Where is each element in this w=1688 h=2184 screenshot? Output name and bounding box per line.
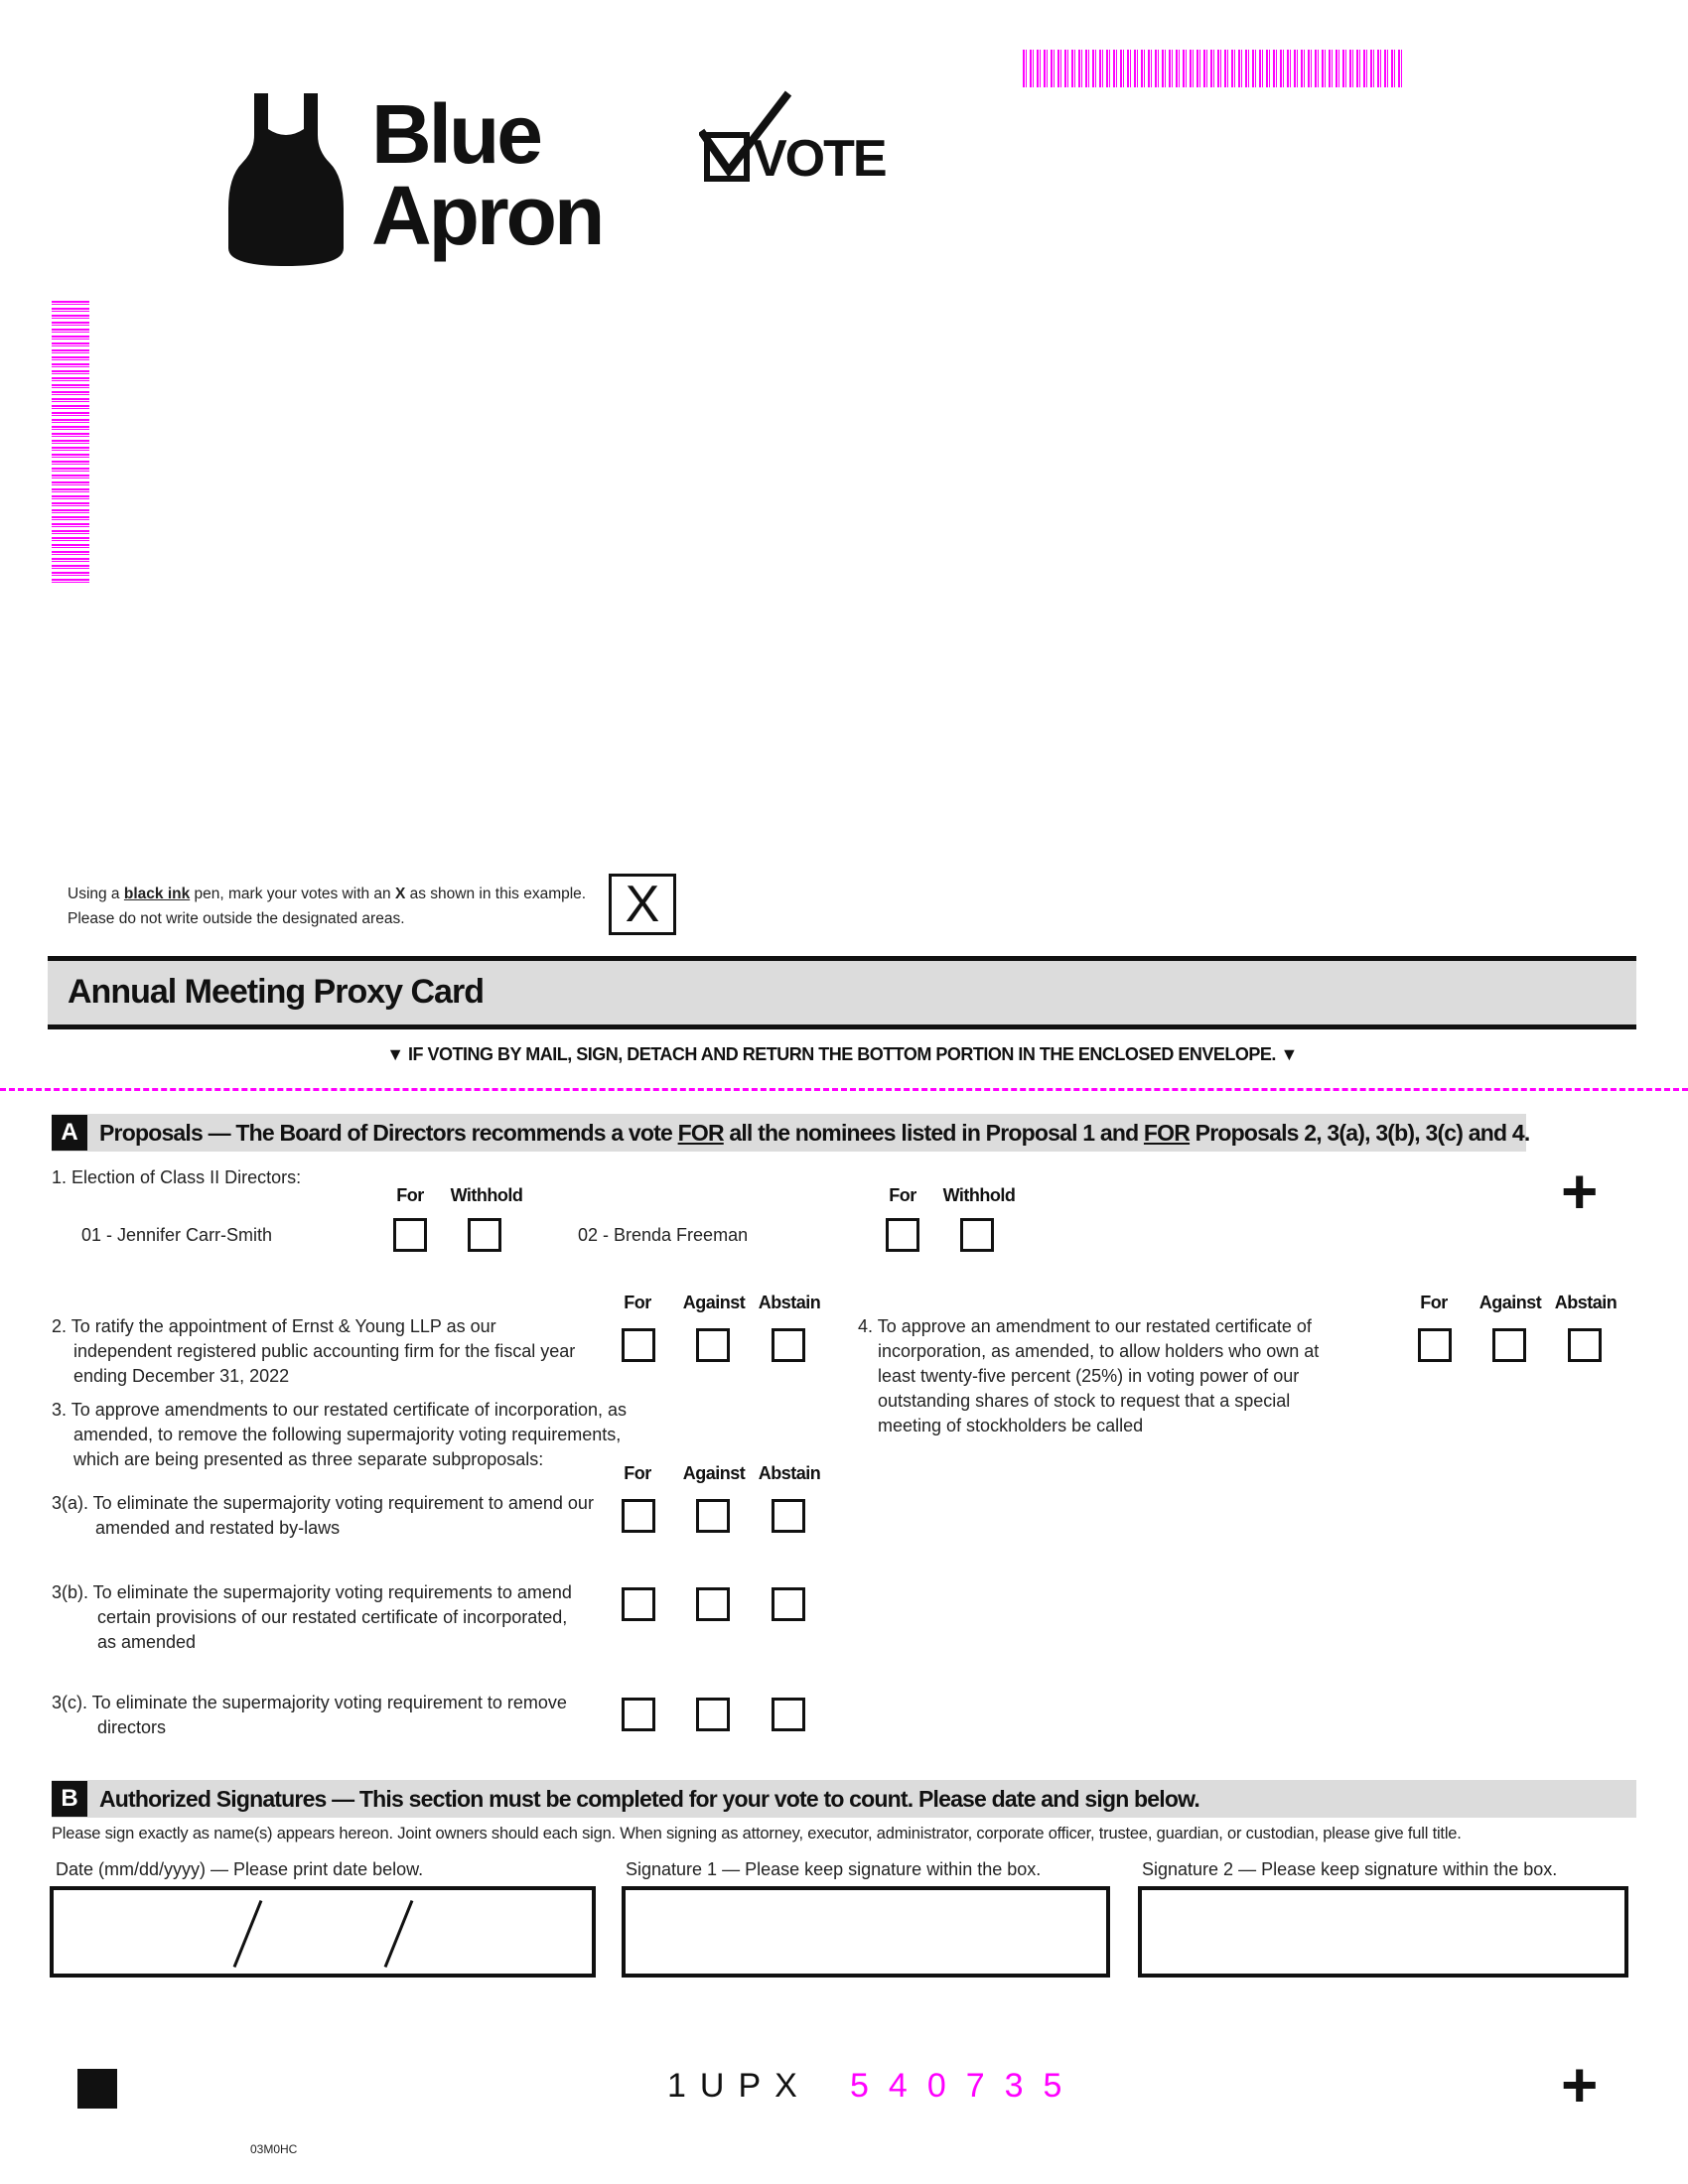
p2-header-for: For xyxy=(624,1293,651,1312)
proposal-3b-text: 3(b). To eliminate the supermajority voting requirements to amend certain provisions of our restated certificate of incorporated, as amended xyxy=(52,1582,572,1652)
footer-number: 540735 xyxy=(850,2067,1082,2105)
proposal-3b-against-checkbox[interactable] xyxy=(696,1587,730,1621)
proposal-3c-text: 3(c). To eliminate the supermajority voting requirement to remove directors xyxy=(52,1693,567,1737)
apron-icon xyxy=(226,89,346,268)
date-separator-1 xyxy=(233,1900,263,1968)
p4-header-abstain: Abstain xyxy=(1554,1293,1618,1312)
card-title: Annual Meeting Proxy Card xyxy=(68,973,484,1011)
plus-mark-bottom: + xyxy=(1561,2049,1599,2120)
marking-instructions: Using a black ink pen, mark your votes with an X as shown in this example. Please do not write outside the designated areas. xyxy=(68,886,587,927)
p1-header-for-2: For xyxy=(889,1185,916,1205)
proposal-3c-abstain-checkbox[interactable] xyxy=(772,1698,805,1731)
form-code: 03M0HC xyxy=(250,2142,298,2156)
p3-header-against: Against xyxy=(682,1463,746,1483)
date-input-box[interactable] xyxy=(50,1886,596,1978)
proposal-4-against-checkbox[interactable] xyxy=(1492,1328,1526,1362)
detach-line xyxy=(0,1088,1688,1091)
nominee-02-for-checkbox[interactable] xyxy=(886,1218,919,1252)
section-b-heading: Authorized Signatures — This section must be completed for your vote to count. Please date and sign below. xyxy=(99,1786,1199,1812)
side-barcode xyxy=(52,301,89,585)
date-label: Date (mm/dd/yyyy) — Please print date below. xyxy=(56,1859,424,1879)
down-triangle-icon: ▼ xyxy=(386,1044,409,1064)
p4-header-against: Against xyxy=(1478,1293,1542,1312)
proposal-3b-for-checkbox[interactable] xyxy=(622,1587,655,1621)
example-mark-box: X xyxy=(609,874,676,935)
nominee-01-withhold-checkbox[interactable] xyxy=(468,1218,501,1252)
proposal-4-for-checkbox[interactable] xyxy=(1418,1328,1452,1362)
proposal-3a-against-checkbox[interactable] xyxy=(696,1499,730,1533)
p2-header-against: Against xyxy=(682,1293,746,1312)
p2-header-abstain: Abstain xyxy=(758,1293,821,1312)
down-triangle-icon: ▼ xyxy=(1275,1044,1298,1064)
section-b-letter: B xyxy=(52,1781,87,1817)
signature-2-label: Signature 2 — Please keep signature within the box. xyxy=(1142,1859,1558,1879)
proposal-3-text: 3. To approve amendments to our restated certificate of incorporation, as amended, to remove the following supermajority voting requirements, which are being presented as three separate subproposals: xyxy=(52,1400,627,1469)
proposal-2-text: 2. To ratify the appointment of Ernst & Young LLP as our independent registered public accounting firm for the fiscal year ending December 31, 2022 xyxy=(52,1316,576,1386)
title-band xyxy=(48,961,1636,1024)
top-barcode xyxy=(1023,50,1402,87)
section-b-band xyxy=(52,1780,1636,1818)
registration-square xyxy=(77,2069,117,2109)
section-a-band xyxy=(52,1114,1530,1152)
signature-note: Please sign exactly as name(s) appears hereon. Joint owners should each sign. When signing as attorney, executor, administrator, corporate officer, trustee, guardian, or custodian, please give full title. xyxy=(52,1825,1462,1843)
proposal-1-title: 1. Election of Class II Directors: xyxy=(52,1167,302,1187)
footer-code: 1UPX xyxy=(667,2067,811,2105)
nominee-01: 01 - Jennifer Carr-Smith xyxy=(81,1225,273,1245)
p4-header-for: For xyxy=(1420,1293,1448,1312)
signature-1-label: Signature 1 — Please keep signature within the box. xyxy=(626,1859,1042,1879)
nominee-02: 02 - Brenda Freeman xyxy=(578,1225,749,1245)
signature-2-box[interactable] xyxy=(1138,1886,1628,1978)
logo-line-1: Blue xyxy=(371,87,541,181)
p1-header-withhold-2: Withhold xyxy=(942,1185,1016,1205)
mail-instruction: ▼ IF VOTING BY MAIL, SIGN, DETACH AND RETURN THE BOTTOM PORTION IN THE ENCLOSED ENVELOPE. ▼ xyxy=(386,1044,1298,1064)
vote-logo xyxy=(699,89,886,189)
p1-header-for: For xyxy=(396,1185,424,1205)
vote-text: VOTE xyxy=(753,130,886,188)
proposal-4-abstain-checkbox[interactable] xyxy=(1568,1328,1602,1362)
nominee-02-withhold-checkbox[interactable] xyxy=(960,1218,994,1252)
proposal-2-for-checkbox[interactable] xyxy=(622,1328,655,1362)
proposal-3a-text: 3(a). To eliminate the supermajority voting requirement to amend our amended and restated by-laws xyxy=(52,1493,594,1538)
p3-header-for: For xyxy=(624,1463,651,1483)
plus-mark: + xyxy=(1561,1156,1599,1227)
proposal-2-against-checkbox[interactable] xyxy=(696,1328,730,1362)
p1-header-withhold: Withhold xyxy=(450,1185,523,1205)
proposal-3c-for-checkbox[interactable] xyxy=(622,1698,655,1731)
blue-apron-logo xyxy=(226,89,624,278)
proposal-3b-abstain-checkbox[interactable] xyxy=(772,1587,805,1621)
nominee-01-for-checkbox[interactable] xyxy=(393,1218,427,1252)
proposal-4-text: 4. To approve an amendment to our restated certificate of incorporation, as amended, to allow holders who own at least twenty-five percent (25%) in voting power of our outstanding shares of stock to request that a special meeting of stockholders be called xyxy=(858,1316,1320,1435)
signature-1-box[interactable] xyxy=(622,1886,1110,1978)
proposal-3a-for-checkbox[interactable] xyxy=(622,1499,655,1533)
section-a-heading: Proposals — The Board of Directors recommends a vote FOR all the nominees listed in Proposal 1 and FOR Proposals 2, 3(a), 3(b), 3(c) and 4. xyxy=(99,1120,1530,1146)
date-separator-2 xyxy=(384,1900,414,1968)
proposal-3c-against-checkbox[interactable] xyxy=(696,1698,730,1731)
section-a-letter: A xyxy=(52,1115,87,1151)
title-bottom-rule xyxy=(48,1024,1636,1029)
logo-line-2: Apron xyxy=(371,169,603,262)
proposal-2-abstain-checkbox[interactable] xyxy=(772,1328,805,1362)
proposal-3a-abstain-checkbox[interactable] xyxy=(772,1499,805,1533)
p3-header-abstain: Abstain xyxy=(758,1463,821,1483)
